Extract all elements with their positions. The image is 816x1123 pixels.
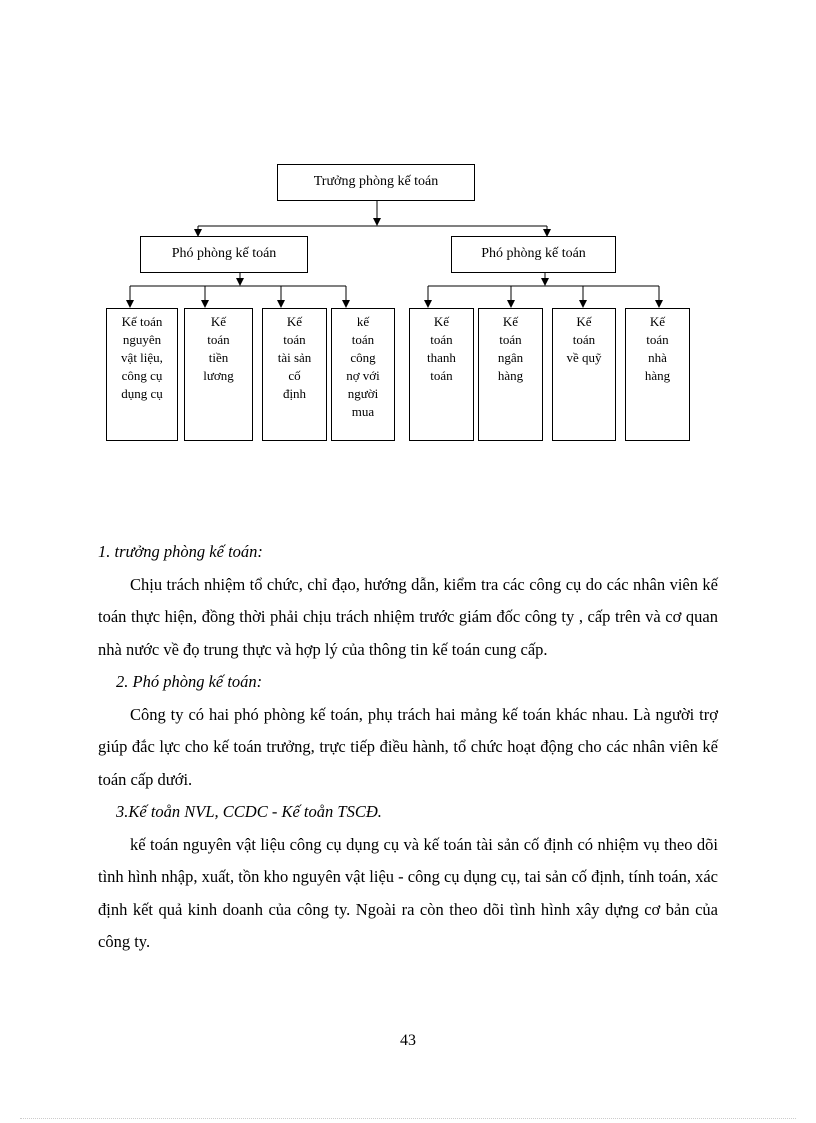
section-paragraph: Công ty có hai phó phòng kế toán, phụ trách hai mảng kế toán khác nhau. Là người trợ giúp đắc lực cho kế toán trưởng, trực tiếp điều hành, tổ chức hoạt động cho các nhân viên kế toán cấp dưới. — [98, 704, 718, 789]
leaf-box — [262, 308, 327, 441]
footer-divider — [20, 1118, 796, 1119]
page-number: 43 — [400, 1032, 416, 1049]
leaf-label: Kế toán tài sản cố định — [277, 314, 312, 401]
org-chart — [0, 0, 816, 470]
leaf-label: Kế toán tiền lương — [203, 314, 234, 383]
leaf-box — [478, 308, 543, 441]
section-heading: 3.Kế toån NVL, CCDC - Kế toån TSCĐ. — [116, 802, 382, 821]
leaf-box — [552, 308, 616, 441]
deputy-box-right — [451, 236, 616, 273]
section-heading: 1. trưởng phòng kế toán: — [98, 542, 263, 561]
section-paragraph: Chịu trách nhiệm tổ chức, chỉ đạo, hướng dẫn, kiểm tra các công cụ do các nhân viên kế toán thực hiện, đồng thời phải chịu trách nhiệm trước giám đốc công ty , cấp trên và cơ quan nhà nước về đọ trung thực và hợp lý của thông tin kế toán cung cấp. — [98, 574, 718, 659]
leaf-label: Kế toán ngân hàng — [497, 314, 524, 383]
leaf-box — [331, 308, 395, 441]
leaf-box — [625, 308, 690, 441]
body-text — [98, 536, 718, 959]
root-box — [277, 164, 475, 201]
deputy-label-right: Phó phòng kế toán — [481, 246, 586, 261]
leaf-label: Kế toán nhà hàng — [644, 314, 671, 383]
leaf-label: Kế toán thanh toán — [427, 314, 456, 383]
leaf-box — [184, 308, 253, 441]
section-heading: 2. Phó phòng kế toán: — [116, 672, 263, 691]
leaf-label: Kế toán về quỹ — [566, 314, 602, 365]
leaf-box — [409, 308, 474, 441]
section-paragraph: kế toán nguyên vật liệu công cụ dụng cụ và kế toán tài sản cố định có nhiệm vụ theo dõi tình hình nhập, xuất, tồn kho nguyên vật liệu - công cụ dụng cụ, tai sản cố định, tính toán, xác định kết quả kinh doanh của công ty. Ngoài ra còn theo dõi tình hình xây dựng cơ bản của công ty. — [98, 834, 718, 951]
root-label: Trưởng phòng kế toán — [313, 174, 439, 189]
deputy-label-left: Phó phòng kế toán — [171, 246, 277, 261]
leaf-label: Kế toán nguyên vật liệu, công cụ dụng cụ — [121, 314, 163, 401]
deputy-box-left — [140, 236, 308, 273]
leaf-label: kế toán công nợ với người mua — [346, 314, 380, 419]
leaf-box — [106, 308, 178, 441]
